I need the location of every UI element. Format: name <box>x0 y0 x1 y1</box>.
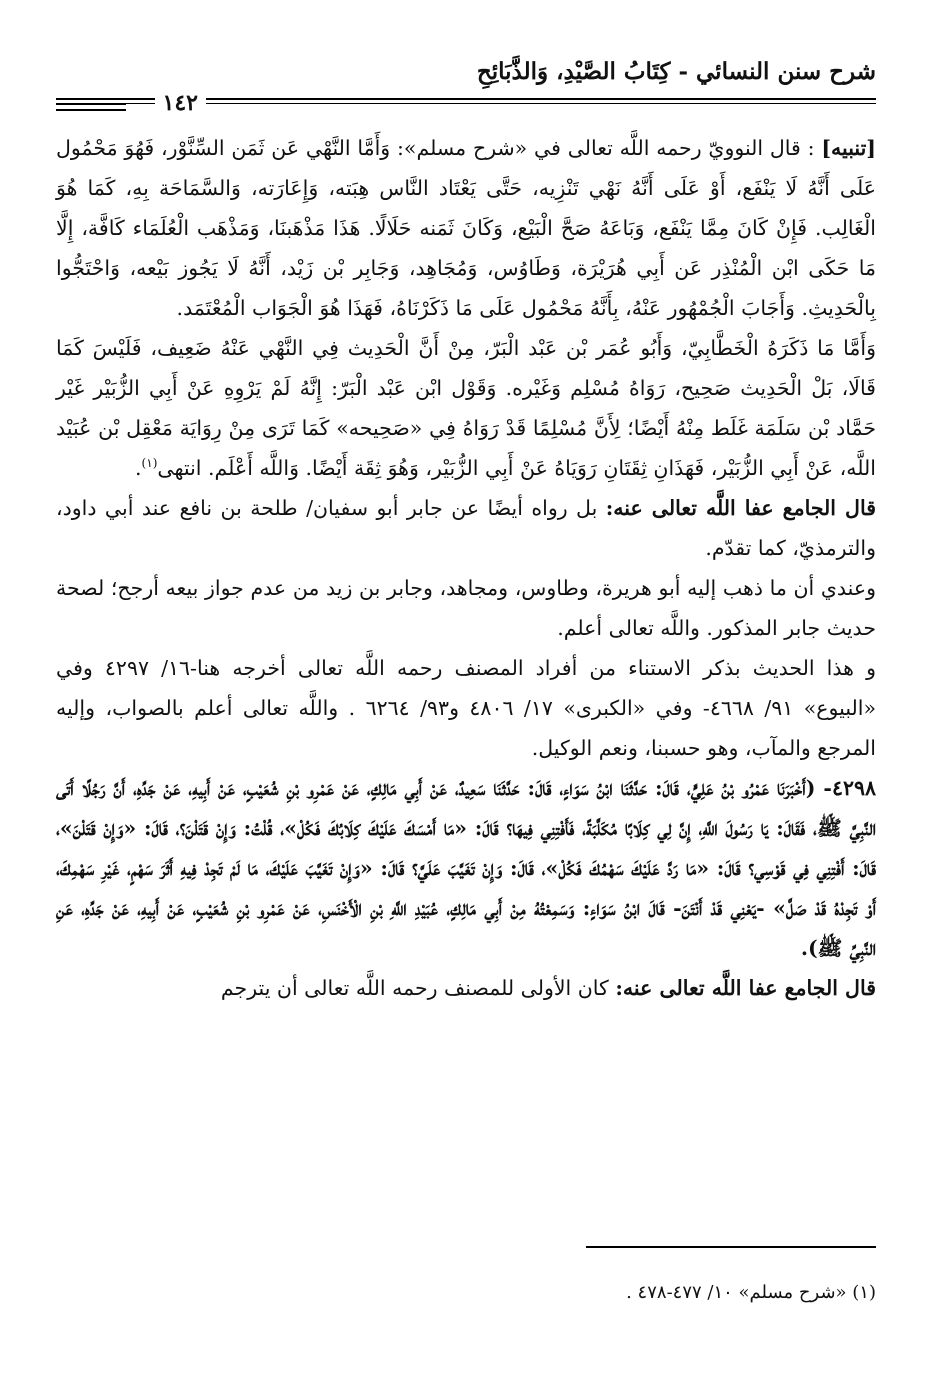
paragraph-tanbih <box>56 128 876 328</box>
footnote-marker: (١) <box>141 456 158 471</box>
paragraph-khattabi <box>56 328 876 488</box>
page-body <box>56 128 876 1008</box>
paragraph-text: كان الأولى للمصنف رحمه اللَّه تعالى أن يترجم <box>220 976 616 1000</box>
paragraph-tail: . <box>135 456 142 480</box>
paragraph-text: : قال النوويّ رحمه اللَّه تعالى في «شرح مسلم»: وَأَمَّا النَّهْي عَن ثَمَن السِّنَّوْر، فَهُوَ مَحْمُول عَلَى أَنَّهُ لَا يَنْفَع، أَوْ عَلَى أَنَّهُ نَهْي تَنْزِيه، حَتَّى يَعْتَاد النَّاس هِبَته، وَإِعَارَته، وَالسَّمَاحَة بِهِ، كَمَا هُوَ الْغَالِب. فَإِنْ كَانَ مِمَّا يَنْفَع، وَبَاعَهُ صَحَّ الْبَيْع، وَكَانَ ثَمَنه حَلَالًا. هَذَا مَذْهَبنَا، وَمَذْهَب الْعُلَمَاء كَافَّة، إِلَّا مَا حَكَى ابْن الْمُنْذِر عَن أَبِي هُرَيْرَة، وَطَاوُس، وَمُجَاهِد، وَجَابِر بْن زَيْد، أَنَّهُ لَا يَجُوز بَيْعه، وَاحْتَجُّوا بِالْحَدِيثِ. وَأَجَابَ الْجُمْهُور عَنْهُ، بِأَنَّهُ مَحْمُول عَلَى مَا ذَكَرْنَاهُ، فَهَذَا هُوَ الْجَوَاب الْمُعْتَمَد. <box>56 136 876 320</box>
paragraph-text: ٤٢٩٨- (أَخْبَرَنَا عَمْرُو بْنُ عَلِيٍّ، قَالَ: حَدَّثَنَا ابْنُ سَوَاءٍ، قَالَ: حَدَّثَنَا سَعِيدٌ، عَنْ أَبِي مَالِكٍ، عَنْ عَمْرِو بْنِ شُعَيْبٍ، عَنْ أَبِيهِ، عَنْ جَدِّهِ، أَنَّ رَجُلًا أَتَى النَّبِيَّ ﷺ، فَقَالَ: يَا رَسُولَ اللَّهِ، إِنَّ لِي كِلَابًا مُكَلَّبَةً، فَأَفْتِنِي فِيهَا؟ قَالَ: «مَا أَمْسَكَ عَلَيْكَ كِلَابُكَ فَكُلْ»، قُلْتُ: وَإِنْ قَتَلْنَ؟، قَالَ: «وَإِنْ قَتَلْنَ»، قَالَ: أَفْتِنِي فِي قَوْسِي؟ قَالَ: «مَا رَدَّ عَلَيْكَ سَهْمُكَ فَكُلْ»، قَالَ: وَإِنْ تَغَيَّبَ عَلَيَّ؟ قَالَ: «وَإِنْ تَغَيَّبَ عَلَيْكَ، مَا لَمْ تَجِدْ فِيهِ أَثَرَ سَهْمٍ، غَيْرِ سَهْمِكَ، أَوْ تَجِدْهُ قَدْ صَلَّ» -يَعْنِي قَدْ أَنْتَنَ- قَالَ ابْنُ سَوَاءٍ: وَسَمِعْتُهُ مِنْ أَبِي مَالِكٍ، عُبَيْدِ اللَّهِ بْنِ الْأَخْنَسِ، عَنْ عَمْرِو بْنِ شُعَيْبٍ، عَنْ أَبِيهِ، عَنْ جَدِّهِ، عَنِ النَّبِيِّ ﷺ). <box>56 776 876 960</box>
footnote-separator <box>586 1246 876 1248</box>
paragraph-lead: قال الجامع عفا اللَّه تعالى عنه: <box>605 496 876 520</box>
page-number-block <box>56 92 206 116</box>
paragraph-lead: قال الجامع عفا اللَّه تعالى عنه: <box>615 976 876 1000</box>
paragraph-jami-closing <box>56 968 876 1008</box>
running-title: شرح سنن النسائي - كِتَابُ الصَّيْدِ، وَالذَّبَائِحِ <box>476 58 876 85</box>
paragraph-hadith-4298 <box>56 768 876 968</box>
page-number-rule <box>56 98 126 100</box>
paragraph-text: وعندي أن ما ذهب إليه أبو هريرة، وطاوس، ومجاهد، وجابر بن زيد من عدم جواز بيعه أرجح؛ لصحة حديث جابر المذكور. واللَّه تعالى أعلم. <box>56 576 876 640</box>
paragraph-text: وَأَمَّا مَا ذَكَرَهُ الْخَطَّابِيّ، وَأَبُو عُمَر بْن عَبْد الْبَرّ، مِنْ أَنَّ الْحَدِيث فِي النَّهْي عَنْهُ ضَعِيف، فَلَيْسَ كَمَا قَالَا، بَلْ الْحَدِيث صَحِيح، رَوَاهُ مُسْلِم وَغَيْره. وَقَوْل ابْن عَبْد الْبَرّ: إِنَّهُ لَمْ يَرْوِهِ عَنْ أَبِي الزُّبَيْر غَيْر حَمَّاد بْن سَلَمَة غَلَط مِنْهُ أَيْضًا؛ لِأَنَّ مُسْلِمًا قَدْ رَوَاهُ فِي «صَحِيحه» كَمَا تَرَى مِنْ رِوَايَة مَعْقِل بْن عُبَيْد اللَّه، عَنْ أَبِي الزُّبَيْر، فَهَذَانِ ثِقَتَانِ رَوَيَاهُ عَنْ أَبِي الزُّبَيْر، وَهُوَ ثِقَة أَيْضًا. وَاللَّه أَعْلَم. انتهى <box>56 336 876 480</box>
page-number-rule <box>56 104 126 105</box>
paragraph-text: و هذا الحديث بذكر الاستناء من أفراد المصنف رحمه اللَّه تعالى أخرجه هنا-١٦/ ٤٢٩٧ وفي «البيوع» ٩١/ ٤٦٦٨- وفي «الكبرى» ١٧/ ٤٨٠٦ و٩٣/ ٦٢٦٤ . واللَّه تعالى أعلم بالصواب، وإليه المرجع والمآب، وهو حسبنا، ونعم الوكيل. <box>56 656 876 760</box>
paragraph-takhrij <box>56 648 876 768</box>
paragraph-opinion <box>56 568 876 648</box>
paragraph-lead: [تنبيه] <box>821 136 876 160</box>
page-number: ١٤٢ <box>155 90 206 116</box>
paragraph-jami-note <box>56 488 876 568</box>
paragraph-text: بل رواه أيضًا عن جابر أبو سفيان/ طلحة بن نافع عند أبي داود، والترمذيّ، كما تقدّم. <box>56 496 876 560</box>
footnote: (١) «شرح مسلم» ١٠/ ٤٧٧-٤٧٨ . <box>626 1282 876 1303</box>
page-number-rule <box>56 109 126 111</box>
